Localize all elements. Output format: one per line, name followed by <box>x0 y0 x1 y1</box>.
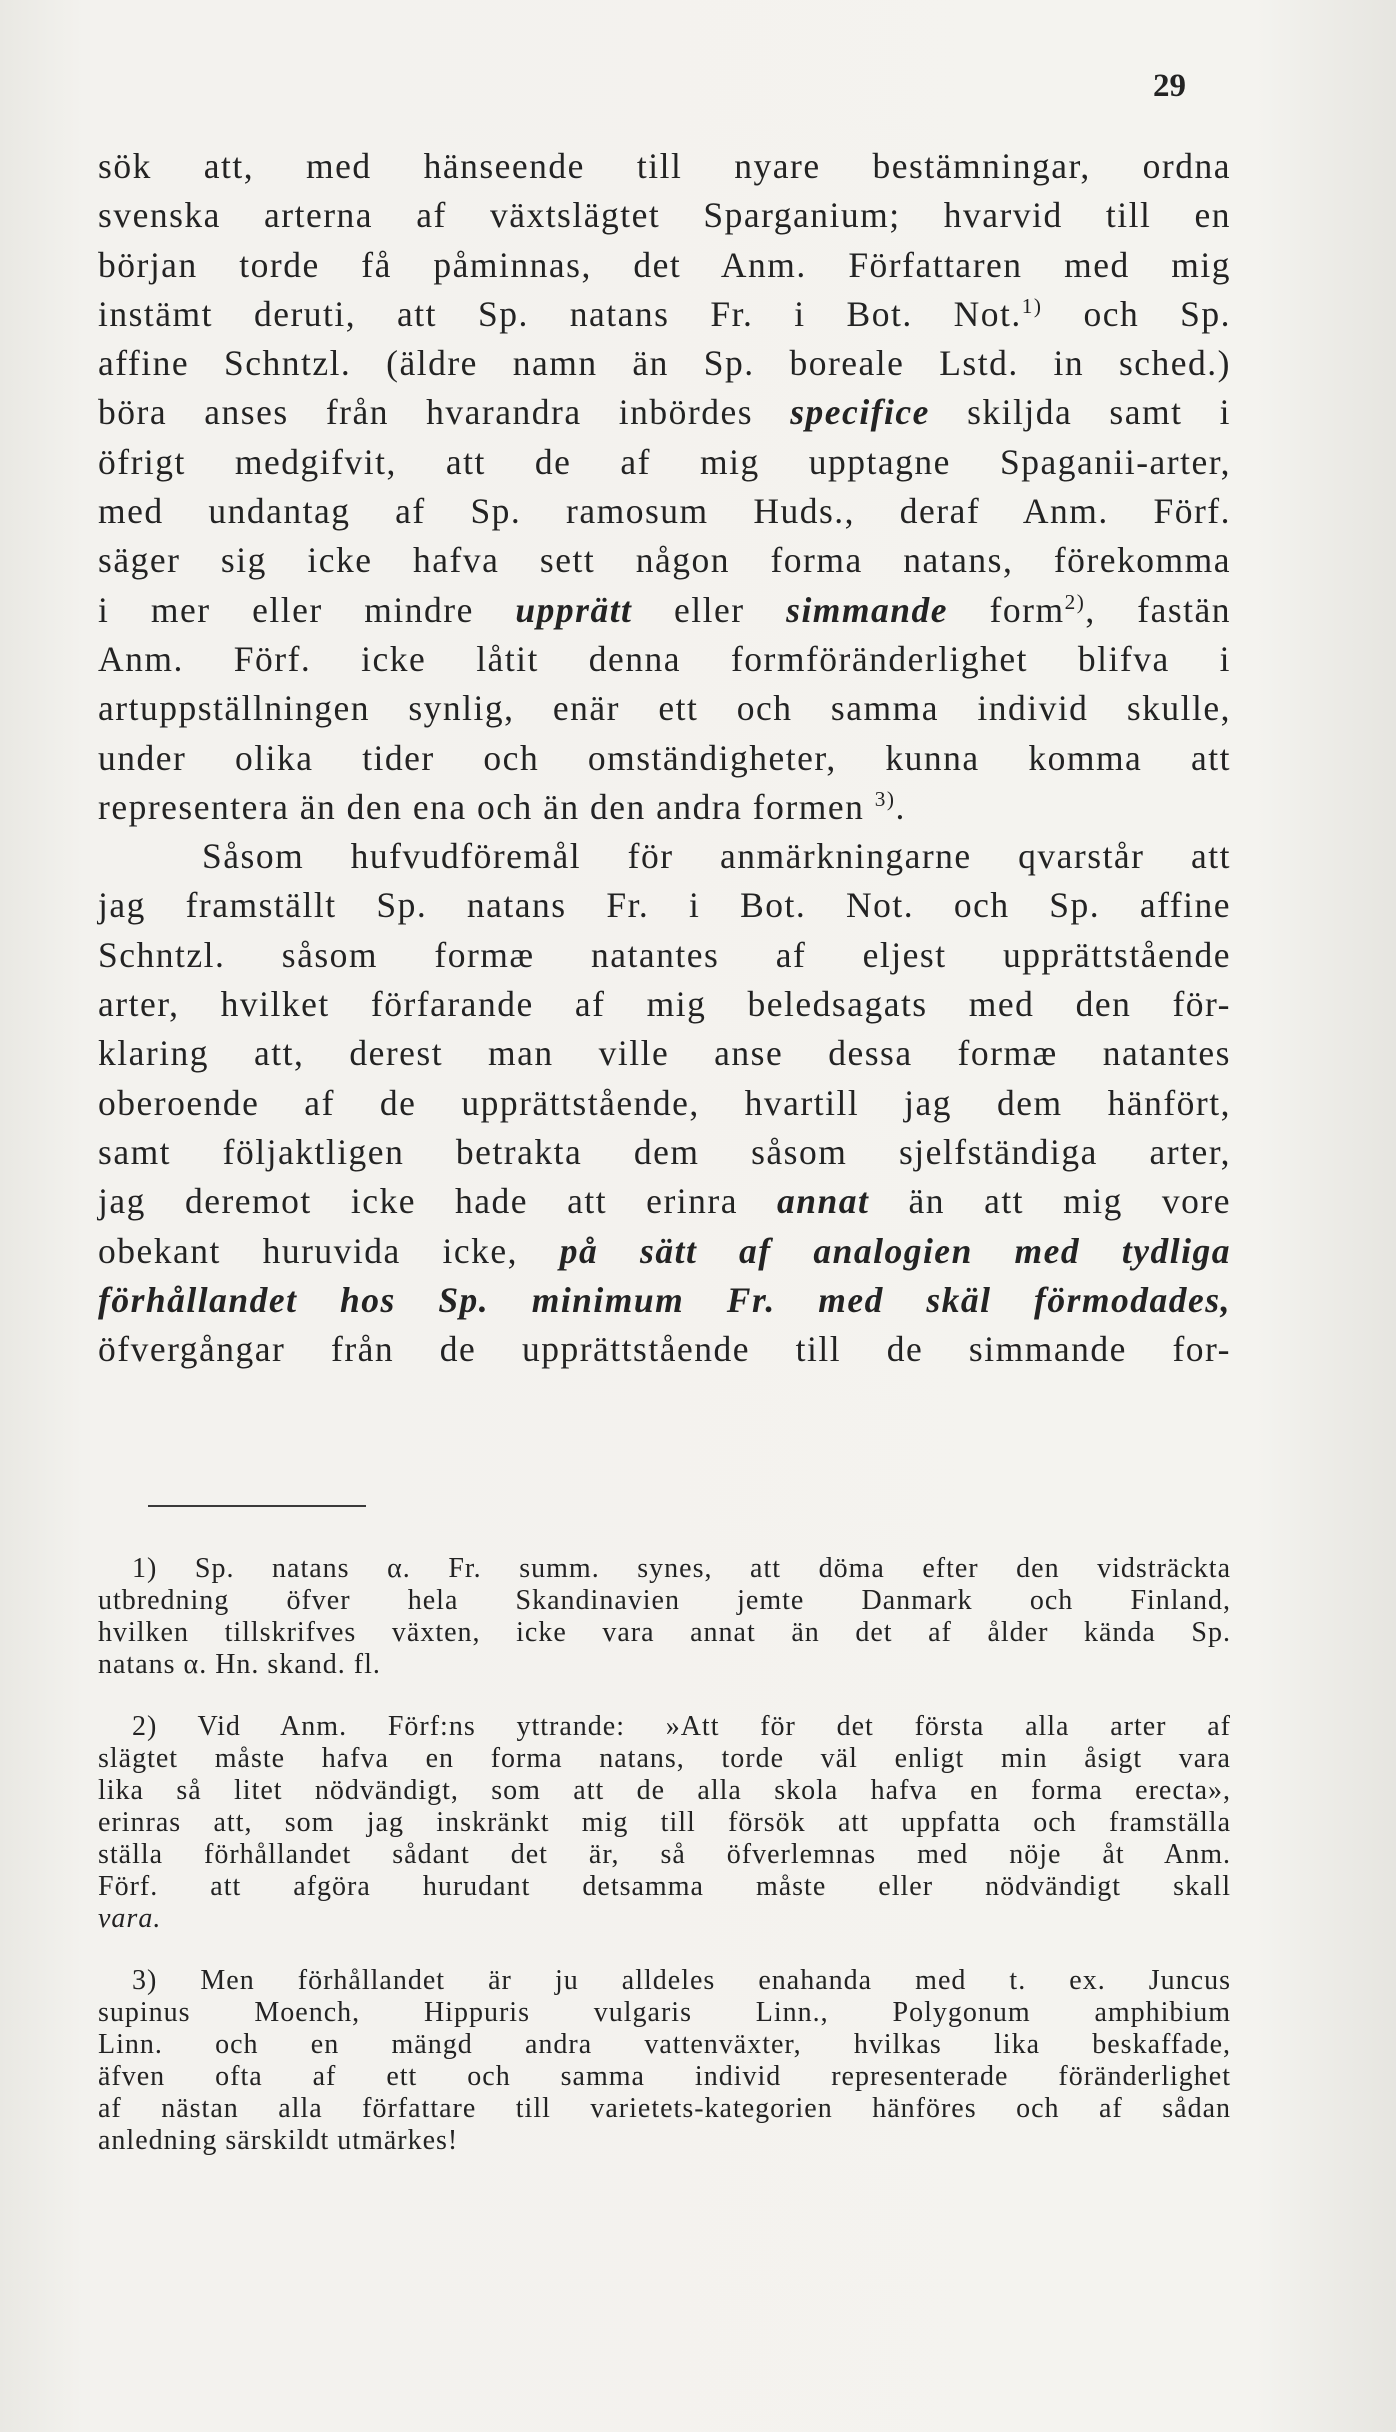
body-line: oberoende af de upprättstående, hvartill jag dem hänfört, <box>98 1082 1231 1123</box>
body-line: Anm. Förf. icke låtit denna formföränderlighet blifva i <box>98 638 1231 679</box>
body-line <box>98 388 1231 437</box>
italic-term: simmande <box>786 589 949 630</box>
footnote-2 <box>98 1711 1231 1935</box>
page-number: 29 <box>1153 68 1186 104</box>
italic-term: på sätt af analogien med tydliga <box>559 1230 1231 1271</box>
footnote-line: 1) Sp. natans α. Fr. summ. synes, att döma efter den vidsträckta <box>132 1553 1231 1584</box>
body-line-text: . <box>895 786 906 827</box>
footnotes <box>98 1553 1231 2187</box>
footnote-line: 3) Men förhållandet är ju alldeles enahanda med t. ex. Juncus <box>132 1965 1231 1996</box>
body-line: början torde få påminnas, det Anm. Författaren med mig <box>98 244 1231 285</box>
body-line: samt följaktligen betrakta dem såsom sjelfständiga arter, <box>98 1131 1231 1172</box>
body-line-text: än att mig vore <box>908 1181 1232 1222</box>
footnote-line: slägtet måste hafva en forma natans, torde väl enligt min åsigt vara <box>98 1743 1231 1774</box>
footnote-divider <box>148 1505 366 1507</box>
body-line-italic: förhållandet hos Sp. minimum Fr. med skäl förmodades, <box>98 1279 1231 1320</box>
italic-term: annat <box>777 1181 870 1222</box>
body-line: Schntzl. såsom formæ natantes af eljest upprättstående <box>98 934 1231 975</box>
italic-term: upprätt <box>515 589 633 630</box>
body-line: med undantag af Sp. ramosum Huds., deraf Anm. Förf. <box>98 491 1231 532</box>
footnote-line: äfven ofta af ett och samma individ representerade föränderlighet <box>98 2061 1231 2092</box>
footnote-line: af nästan alla författare till varietets-kategorien hänföres och af sådan <box>98 2093 1231 2124</box>
body-line: svenska arterna af växtslägtet Sparganium; hvarvid till en <box>98 195 1231 236</box>
footnote-line: hvilken tillskrifves växten, icke vara annat än det af ålder kända Sp. <box>98 1617 1231 1648</box>
body-line: arter, hvilket förfarande af mig beledsagats med den för- <box>98 984 1231 1025</box>
body-line-text: skiljda samt i <box>967 392 1232 433</box>
body-line <box>98 1177 1231 1226</box>
footnote-ref-1: 1) <box>1021 294 1043 319</box>
body-line-text: eller <box>674 589 745 630</box>
body-line: öfrigt medgifvit, att de af mig upptagne Spaganii-arter, <box>98 441 1231 482</box>
body-line: affine Schntzl. (äldre namn än Sp. boreale Lstd. in sched.) <box>98 343 1231 384</box>
body-line: under olika tider och omständigheter, kunna komma att <box>98 737 1231 778</box>
footnote-line: 2) Vid Anm. Förf:ns yttrande: »Att för det första alla arter af <box>132 1711 1231 1742</box>
footnote-ref-3: 3) <box>874 787 896 812</box>
footnote-line: natans α. Hn. skand. fl. <box>98 1649 381 1680</box>
body-line-text: i mer eller mindre <box>98 589 474 630</box>
footnote-line: Förf. att afgöra hurudant detsamma måste eller nödvändigt skall <box>98 1871 1231 1902</box>
footnote-line: erinras att, som jag inskränkt mig till försök att uppfatta och framställa <box>98 1807 1231 1838</box>
italic-term: specifice <box>790 392 930 433</box>
body-line <box>98 783 1231 832</box>
footnote-3 <box>98 1965 1231 2157</box>
body-line-text: instämt deruti, att Sp. natans Fr. i Bot. Not. <box>98 293 1022 334</box>
body-line-text: representera än den ena och än den andra formen <box>98 786 865 827</box>
footnote-line: ställa förhållandet sådant det är, så öfverlemnas med nöje åt Anm. <box>98 1839 1231 1870</box>
body-line-text: och Sp. <box>1083 293 1232 334</box>
body-line <box>98 586 1231 635</box>
body-line: klaring att, derest man ville anse dessa formæ natantes <box>98 1033 1231 1074</box>
footnote-line: vara. <box>98 1903 162 1934</box>
footnote-line: supinus Moench, Hippuris vulgaris Linn., Polygonum amphibium <box>98 1997 1231 2028</box>
footnote-line: utbredning öfver hela Skandinavien jemte Danmark och Finland, <box>98 1585 1231 1616</box>
body-line: öfvergångar från de upprättstående till de simmande for- <box>98 1329 1231 1370</box>
footnote-line: anledning särskildt utmärkes! <box>98 2125 459 2156</box>
body-line-text: böra anses från hvarandra inbördes <box>98 392 754 433</box>
body-line-text: form <box>989 589 1065 630</box>
body-line: jag framställt Sp. natans Fr. i Bot. Not. och Sp. affine <box>98 885 1231 926</box>
footnote-line: lika så litet nödvändigt, som att de alla skola hafva en forma erecta», <box>98 1775 1231 1806</box>
footnote-1 <box>98 1553 1231 1681</box>
body-line: Såsom hufvudföremål för anmärkningarne qvarstår att <box>202 836 1231 877</box>
body-line: sök att, med hänseende till nyare bestämningar, ordna <box>98 146 1231 186</box>
body-line: säger sig icke hafva sett någon forma natans, förekomma <box>98 540 1231 581</box>
body-line <box>98 290 1231 339</box>
footnote-line: Linn. och en mängd andra vattenväxter, hvilkas lika beskaffade, <box>98 2029 1231 2060</box>
body-line: artuppställningen synlig, enär ett och samma individ skulle, <box>98 688 1231 729</box>
body-line-text: , fastän <box>1085 589 1232 630</box>
body-line <box>98 1227 1231 1276</box>
main-text <box>98 142 1231 1374</box>
footnote-ref-2: 2) <box>1064 589 1086 614</box>
body-line-text: obekant huruvida icke, <box>98 1230 519 1271</box>
body-line-text: jag deremot icke hade att erinra <box>98 1181 738 1222</box>
